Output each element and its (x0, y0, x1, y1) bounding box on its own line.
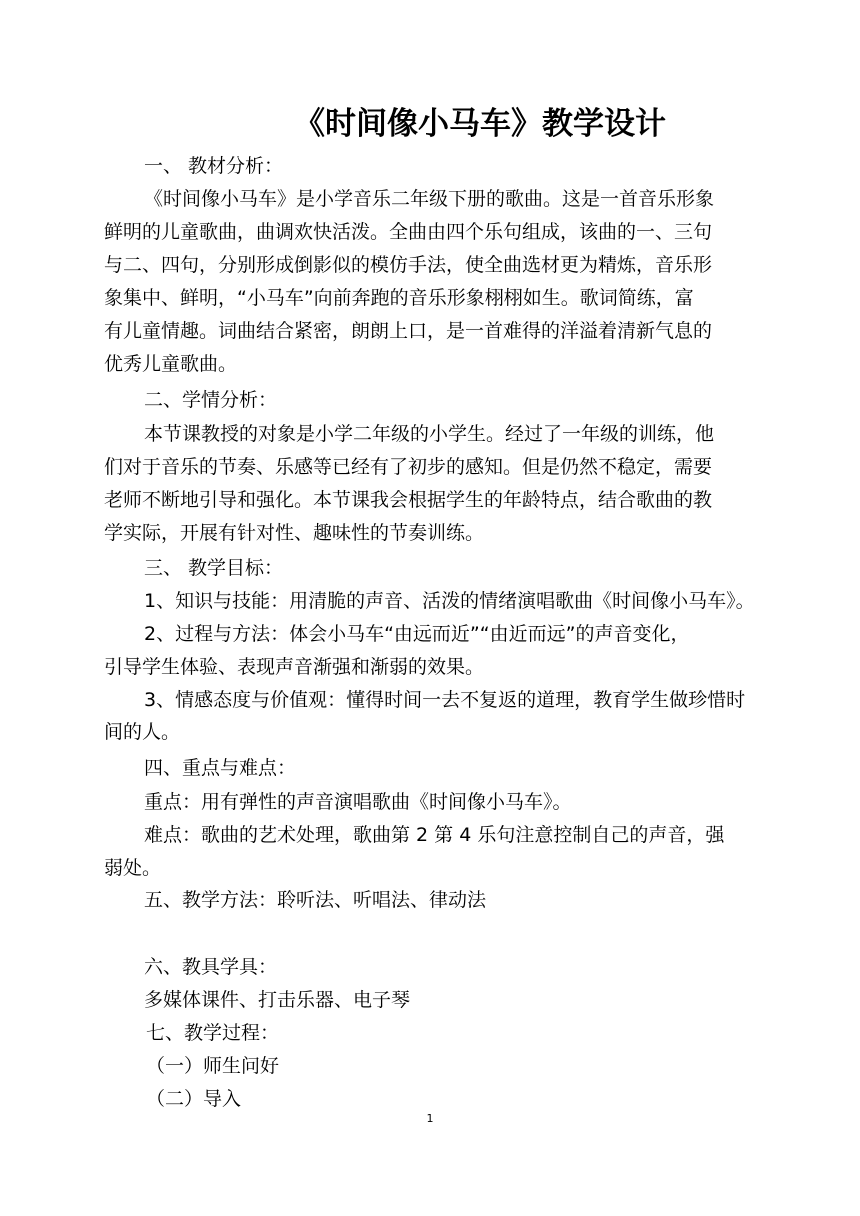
goal-item: 3、情感态度与价值观：懂得时间一去不复返的道理，教育学生做珍惜时 (144, 689, 746, 711)
difficulty-line-continued: 弱处。 (104, 857, 162, 879)
tools-line: 多媒体课件、打击乐器、电子琴 (144, 989, 411, 1011)
section-heading-students: 二、学情分析： (144, 389, 278, 411)
process-step: （二）导入 (146, 1088, 242, 1110)
process-step: （一）师生问好 (146, 1055, 280, 1077)
goal-item-continued: 引导学生体验、表现声音渐强和渐弱的效果。 (104, 656, 485, 678)
paragraph-line: 学实际，开展有针对性、趣味性的节奏训练。 (104, 522, 485, 544)
section-heading-process: 七、教学过程： (146, 1022, 280, 1044)
document-title: 《时间像小马车》教学设计 (294, 106, 666, 142)
section-heading-materials: 一、 教材分析： (144, 155, 284, 177)
page-number: 1 (426, 1112, 434, 1125)
paragraph-line: 与二、四句，分别形成倒影似的模仿手法，使全曲选材更为精炼，音乐形 (104, 254, 713, 276)
paragraph-line: 象集中、鲜明，“小马车”向前奔跑的音乐形象栩栩如生。歌词简练，富 (104, 287, 694, 309)
paragraph-line: 鲜明的儿童歌曲，曲调欢快活泼。全曲由四个乐句组成，该曲的一、三句 (104, 221, 713, 243)
key-point-line: 重点：用有弹性的声音演唱歌曲《时间像小马车》。 (144, 791, 572, 813)
goal-item: 2、过程与方法：体会小马车“由远而近”“由近而远”的声音变化， (144, 623, 690, 645)
section-heading-tools: 六、教具学具： (144, 956, 278, 978)
goal-item-continued: 间的人。 (104, 721, 181, 743)
paragraph-line: 本节课教授的对象是小学二年级的小学生。经过了一年级的训练，他 (144, 423, 715, 445)
section-heading-methods: 五、教学方法：聆听法、听唱法、律动法 (144, 889, 487, 911)
goal-item: 1、知识与技能：用清脆的声音、活泼的情绪演唱歌曲《时间像小马车》。 (144, 590, 755, 612)
paragraph-line: 老师不断地引导和强化。本节课我会根据学生的年龄特点，结合歌曲的教 (104, 489, 713, 511)
paragraph-line: 优秀儿童歌曲。 (104, 353, 238, 375)
section-heading-goals: 三、 教学目标： (144, 557, 284, 579)
paragraph-line: 们对于音乐的节奏、乐感等已经有了初步的感知。但是仍然不稳定，需要 (104, 456, 713, 478)
section-heading-key-points: 四、重点与难点： (144, 757, 297, 779)
difficulty-line: 难点：歌曲的艺术处理，歌曲第 2 第 4 乐句注意控制自己的声音，强 (144, 824, 725, 846)
paragraph-line: 《时间像小马车》是小学音乐二年级下册的歌曲。这是一首音乐形象 (144, 188, 715, 210)
paragraph-line: 有儿童情趣。词曲结合紧密，朗朗上口，是一首难得的洋溢着清新气息的 (104, 320, 713, 342)
